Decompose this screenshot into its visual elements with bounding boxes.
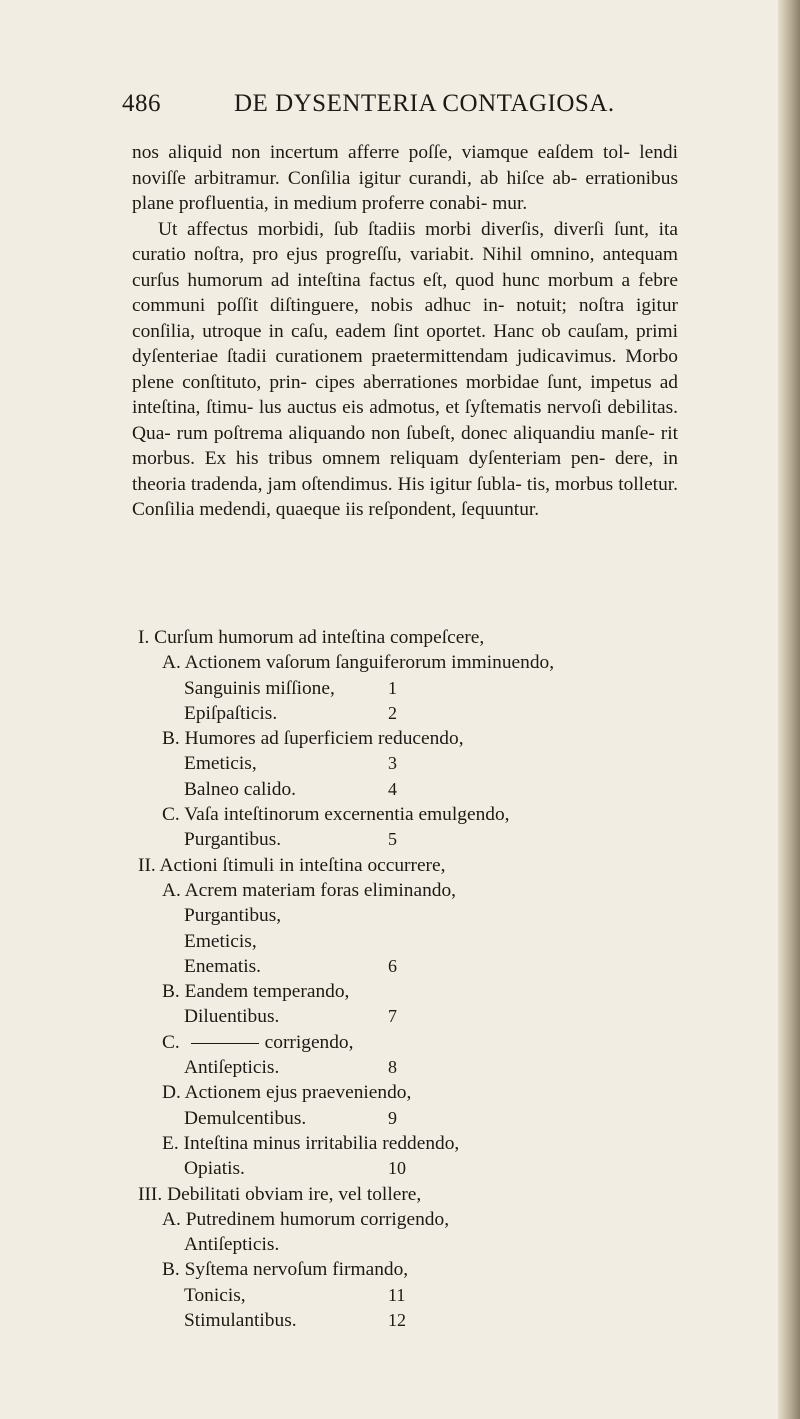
remedy-number: 4: [388, 778, 397, 799]
outline-text: Debilitati obviam ire, vel tollere,: [167, 1183, 422, 1205]
outline-line: [138, 1057, 678, 1082]
outline-text: Tonicis,: [184, 1284, 246, 1306]
outline-label: C.: [162, 804, 185, 826]
remedy-number: 3: [388, 753, 397, 774]
outline-label: B.: [162, 728, 185, 750]
page-number: 486: [122, 90, 161, 117]
remedy-number: 1: [388, 677, 397, 698]
outline-line: [138, 779, 678, 804]
paragraph-main: Ut affectus morbidi, ſub ſtadiis morbi diverſis, diverſi ſunt, ita curatio noſtra, pro ejus progreſſu, variabit. Nihil omnino, antequam curſus humorum ad inteſtina factus eſt, quod hunc morbum a febre communi poſſit diſtinguere, nobis adhuc in- notuit; noſtra igitur conſilia, utroque in caſu, eadem ſint oportet. Hanc ob cauſam, primi dyſenteriae ſtadii curationem praetermittendam judicavimus. Morbo plene conſtituto, prin- cipes aberrationes morbidae ſunt, impetus ad inteſtina, ſtimu- lus auctus eis admotus, et ſyſtematis nervoſi debilitas. Qua- rum poſtrema aliquando non ſubeſt, donec aliquandiu manſe- rit morbus. Ex his tribus omnem reliquam dyſenteriam pen- dere, in theoria tradenda, jam oſtendimus. His igitur ſubla- tis, morbus tolletur. Conſilia medendi, quaeque iis reſpondent, ſequuntur.: [132, 218, 678, 520]
outline-text: Emeticis,: [184, 930, 257, 952]
outline-text: Acrem materiam foras eliminando,: [184, 879, 457, 901]
outline-line: [138, 1259, 678, 1284]
outline-line: [138, 1108, 678, 1133]
outline-text: Demulcentibus.: [184, 1107, 307, 1129]
outline-label: III.: [138, 1183, 168, 1205]
page-header: [122, 90, 682, 124]
outline-label: B.: [162, 981, 185, 1003]
treatment-outline: [138, 627, 678, 1335]
outline-label: B.: [162, 1259, 185, 1281]
outline-text: Humores ad ſuperficiem reducendo,: [184, 728, 464, 750]
outline-line: [138, 1133, 678, 1158]
outline-label: D.: [162, 1082, 185, 1104]
outline-text: Antiſepticis.: [184, 1234, 280, 1256]
outline-text: Antiſepticis.: [184, 1057, 280, 1079]
outline-text: Actionem vaſorum ſanguiferorum imminuendo,: [184, 652, 555, 674]
outline-text: Syſtema nervoſum firmando,: [184, 1259, 409, 1281]
outline-line: [138, 728, 678, 753]
outline-label: C.: [162, 1031, 185, 1053]
outline-line: [138, 1285, 678, 1310]
outline-text: Opiatis.: [184, 1158, 245, 1180]
outline-text: Eandem temperando,: [184, 981, 350, 1003]
outline-text: corrigendo,: [264, 1031, 354, 1053]
remedy-number: 7: [388, 1006, 397, 1027]
outline-label: A.: [162, 652, 185, 674]
outline-line: [138, 678, 678, 703]
outline-text: Diluentibus.: [184, 1006, 280, 1028]
outline-text: Sanguinis miſſione,: [184, 677, 335, 699]
outline-line: [138, 703, 678, 728]
body-text: [132, 140, 678, 523]
outline-line: [138, 1082, 678, 1107]
outline-text: Actioni ſtimuli in inteſtina occurrere,: [159, 854, 446, 876]
outline-text: Curſum humorum ad inteſtina compeſcere,: [154, 627, 485, 648]
outline-line: [138, 753, 678, 778]
outline-label: A.: [162, 1208, 186, 1230]
outline-text: Purgantibus,: [184, 905, 282, 927]
outline-text: Emeticis,: [184, 753, 257, 775]
outline-text: Enematis.: [184, 955, 262, 977]
outline-line: [138, 804, 678, 829]
page-spine-shadow: [778, 0, 800, 1419]
ditto-rule: [191, 1043, 259, 1044]
outline-label: A.: [162, 879, 185, 901]
outline-text: Balneo calido.: [184, 778, 296, 800]
outline-line: [138, 956, 678, 981]
remedy-number: 8: [388, 1057, 397, 1078]
outline-text: Inteſtina minus irritabilia reddendo,: [183, 1132, 460, 1154]
outline-line: [138, 981, 678, 1006]
outline-text: Vaſa inteſtinorum excernentia emulgendo,: [184, 804, 510, 826]
outline-line: [138, 829, 678, 854]
outline-line: [138, 1006, 678, 1031]
remedy-number: 12: [388, 1310, 406, 1331]
outline-line: [138, 1184, 678, 1209]
remedy-number: 2: [388, 702, 397, 723]
remedy-number: 5: [388, 829, 397, 850]
remedy-number: 10: [388, 1158, 406, 1179]
outline-line: [138, 1158, 678, 1183]
outline-label: E.: [162, 1132, 184, 1154]
outline-label: I.: [138, 627, 155, 648]
outline-text: Stimulantibus.: [184, 1310, 297, 1332]
outline-text: Purgantibus.: [184, 829, 282, 851]
outline-text: Actionem ejus praeveniendo,: [184, 1082, 412, 1104]
outline-line: [138, 627, 678, 652]
running-title: DE DYSENTERIA CONTAGIOSA.: [234, 90, 615, 117]
outline-line: [138, 880, 678, 905]
remedy-number: 6: [388, 955, 397, 976]
outline-line: [138, 1032, 678, 1057]
outline-line: [138, 931, 678, 956]
outline-line: [138, 1310, 678, 1335]
outline-line: [138, 855, 678, 880]
outline-line: [138, 1234, 678, 1259]
outline-text: Epiſpaſticis.: [184, 702, 278, 724]
remedy-number: 9: [388, 1107, 397, 1128]
outline-line: [138, 1209, 678, 1234]
remedy-number: 11: [388, 1284, 406, 1305]
outline-line: [138, 652, 678, 677]
outline-line: [138, 905, 678, 930]
outline-text: Putredinem humorum corrigendo,: [185, 1208, 450, 1230]
paragraph-continued: nos aliquid non incertum afferre poſſe, viamque eaſdem tol- lendi noviſſe arbitramur. Conſilia igitur curandi, ab hiſce ab- errationibus plane profluentia, in medium proferre conabi- mur.: [132, 142, 678, 214]
outline-label: II.: [138, 854, 160, 876]
